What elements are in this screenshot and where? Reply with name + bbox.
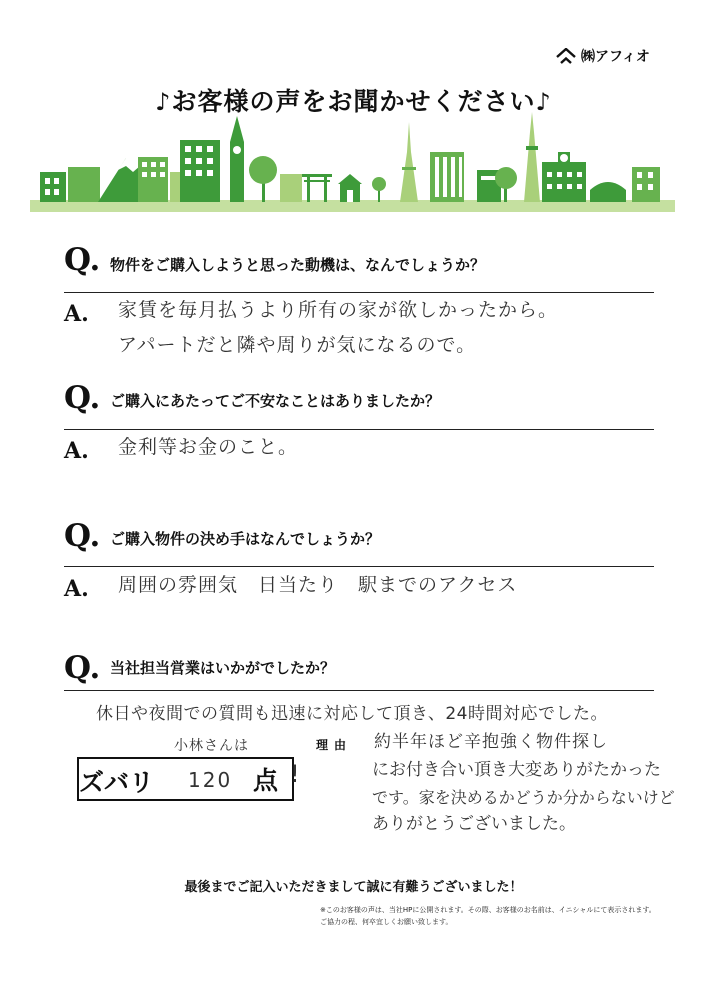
trees-left <box>249 156 302 202</box>
question-text-2: ご購入にあたってご不安なことはありましたか？ <box>110 392 441 410</box>
score-unit: 点 <box>253 766 279 795</box>
small-house <box>338 174 362 202</box>
answer-text-2: 金利等お金のこと。 <box>118 436 299 458</box>
building-center-right <box>477 167 517 202</box>
closing-message: 最後までご記入いただきまして誠に有難うございました！ <box>184 880 523 895</box>
building-right-cluster <box>542 152 660 202</box>
reason-text-line1: 約半年ほど辛抱強く物件探し <box>374 732 608 752</box>
answer-text-1-line1: 家賃を毎月払うより所有の家が欲しかったから。 <box>118 299 559 321</box>
question-text-3: ご購入物件の決め手はなんでしょうか？ <box>110 530 381 548</box>
question-marker-2: Q. <box>64 380 101 416</box>
sky-tree <box>524 112 540 202</box>
house-roof-logo-icon <box>556 48 576 64</box>
company-logo <box>556 44 696 68</box>
music-note-right: ♪ <box>535 88 552 116</box>
score-value: 120 <box>188 768 233 792</box>
question-marker-3: Q. <box>64 518 101 554</box>
answer-marker-3: A. <box>64 576 89 602</box>
clock-tower <box>230 116 244 202</box>
reason-text-line2: にお付き合い頂き大変ありがたかった <box>372 760 661 780</box>
reason-label: 理由 <box>316 738 353 752</box>
company-name: ㈱アフィオ <box>581 49 650 65</box>
question-marker-4: Q. <box>64 650 101 686</box>
torii-gate <box>302 174 332 202</box>
building-mid-left <box>138 140 220 202</box>
divider <box>64 690 654 691</box>
answer-text-3: 周囲の雰囲気 日当たり 駅までのアクセス <box>118 574 518 596</box>
tokyo-tower <box>400 122 418 202</box>
question-text-1: 物件をご購入しようと思った動機は、なんでしょうか？ <box>110 256 486 274</box>
building-left-cluster <box>40 167 100 202</box>
music-note-left: ♪ <box>155 88 172 116</box>
question-text-4: 当社担当営業はいかがでしたか？ <box>110 659 336 677</box>
office-building-center <box>430 152 464 202</box>
question-marker-1: Q. <box>64 242 101 278</box>
sales-comment: 休日や夜間での質問も迅速に対応して頂き、24時間対応でした。 <box>96 704 608 724</box>
page-title: お客様の声をお聞かせください <box>171 87 536 116</box>
answer-marker-2: A. <box>64 438 89 464</box>
answer-marker-1: A. <box>64 301 89 327</box>
footnote <box>320 904 692 928</box>
reason-text-line4: ありがとうございました。 <box>372 814 576 834</box>
divider <box>64 566 654 567</box>
staff-note: 小林さんは <box>174 738 249 754</box>
divider <box>64 292 654 293</box>
tree-small <box>372 177 386 202</box>
reason-text-line3: です。家を決めるかどうか分からないけど <box>372 788 675 807</box>
score-exclaim: ! <box>290 760 300 788</box>
divider <box>64 429 654 430</box>
answer-text-1-line2: アパートだと隣や周りが気になるので。 <box>118 334 477 356</box>
city-skyline-illustration <box>30 112 675 212</box>
score-label: ズバリ <box>79 768 155 797</box>
footnote-line2: ご協力の程、何卒宜しくお願い致します。 <box>320 918 453 926</box>
footnote-line1: ※このお客様の声は、当社HPに公開されます。その際、お客様のお名前は、イニシャルにて表示されます。 <box>320 906 656 914</box>
